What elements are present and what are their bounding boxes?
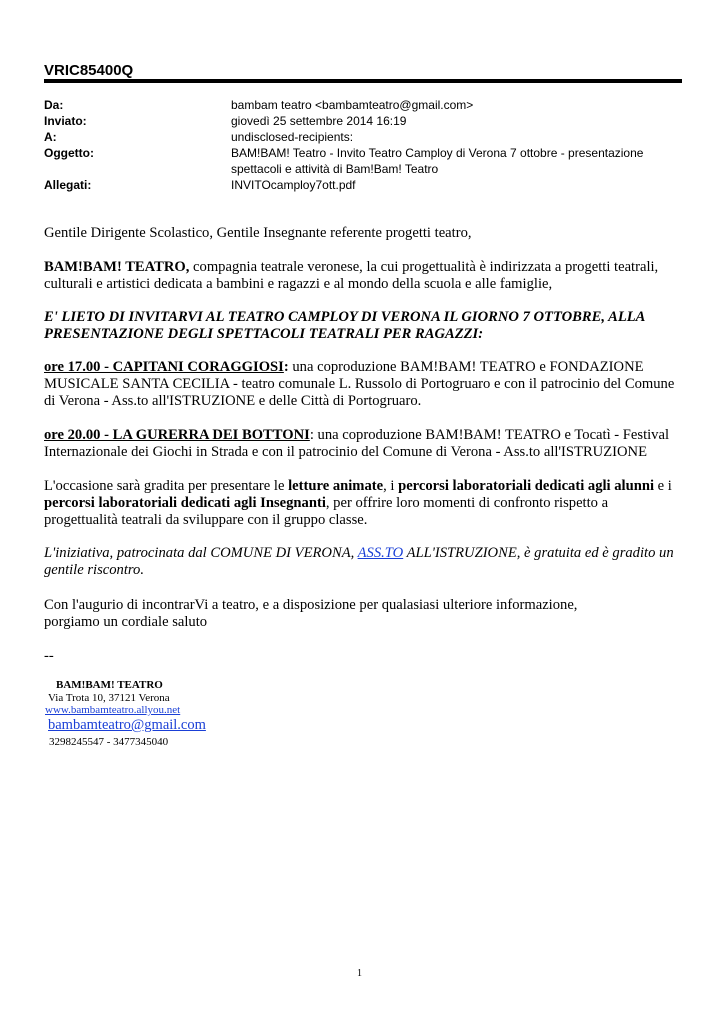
page-number: 1 (357, 968, 362, 979)
sent-value: giovedì 25 settembre 2014 16:19 (231, 114, 407, 128)
closing-line-1: Con l'augurio di incontrarVi a teatro, e a disposizione per qualasiasi ulteriore informazione, (44, 597, 578, 613)
attach-label: Allegati: (44, 178, 92, 192)
occasion-paragraph (44, 478, 684, 529)
occasion-a: L'occasione sarà gradita per presentare le (44, 478, 289, 494)
closing-paragraph (44, 597, 684, 631)
signature-address: Via Trota 10, 37121 Verona (48, 692, 170, 704)
document-id: VRIC85400Q (44, 62, 134, 79)
invite-text: E' LIETO DI INVITARVI AL TEATRO CAMPLOY DI VERONA IL GIORNO 7 OTTOBRE, ALLA PRESENTAZIONE DEGLI SPETTACOLI TEATRALI PER RAGAZZI: (44, 309, 645, 342)
greeting (44, 225, 684, 242)
occasion-d: percorsi laboratoriali dedicati agli alunni (398, 478, 655, 494)
invite-paragraph (44, 309, 684, 343)
occasion-c: , i (383, 478, 399, 494)
occasion-b: letture animate (288, 478, 384, 494)
event1-colon: : (283, 359, 289, 375)
from-value: bambam teatro <bambamteatro@gmail.com> (231, 98, 474, 112)
signature-name: BAM!BAM! TEATRO (56, 679, 163, 691)
signature-dash (44, 648, 684, 665)
occasion-f: percorsi laboratoriali dedicati agli Insegnanti (44, 495, 326, 511)
initiative-b: ALL'ISTRUZIONE, è gratuita ed è gradito un gentile riscontro. (44, 545, 674, 578)
signature-phones: 3298245547 - 3477345040 (49, 736, 169, 748)
initiative-paragraph (44, 545, 684, 579)
initiative-a: L'iniziativa, patrocinata dal COMUNE DI VERONA, (44, 545, 358, 561)
occasion-e: e i (654, 478, 672, 494)
event2-title: ore 20.00 - LA GURERRA DEI BOTTONI (44, 427, 310, 443)
assto-link[interactable]: ASS.TO (357, 545, 404, 561)
event1-paragraph (44, 359, 684, 410)
greeting-text: Gentile Dirigente Scolastico, Gentile Insegnante referente progetti teatro, (44, 225, 472, 241)
event1-text: una coproduzione BAM!BAM! TEATRO e FONDAZIONE MUSICALE SANTA CECILIA - teatro comunale L. Russolo di Portogruaro e con il patrocinio del Comune di Verona - Ass.to all'ISTRUZIONE e delle Città di Portogruaro. (44, 359, 675, 409)
to-label: A: (44, 130, 57, 144)
header-rule (44, 79, 682, 83)
intro-paragraph (44, 259, 684, 293)
event1-title: ore 17.00 - CAPITANI CORAGGIOSI (44, 359, 284, 375)
subject-label: Oggetto: (44, 146, 94, 160)
from-label: Da: (44, 98, 64, 112)
event2-paragraph (44, 427, 684, 461)
intro-text: compagnia teatrale veronese, la cui progettualità è indirizzata a progetti teatrali, culturali e artistici dedicata a bambini e ragazzi e al mondo della scuola e alle famiglie, (44, 259, 659, 292)
subject-value: BAM!BAM! Teatro - Invito Teatro Camploy di Verona 7 ottobre - presentazione spettacoli e attività di Bam!Bam! Teatro (231, 146, 644, 176)
attach-value[interactable]: INVITOcamploy7ott.pdf (231, 178, 356, 192)
closing-line-2: porgiamo un cordiale saluto (44, 614, 208, 630)
event2-text: : una coproduzione BAM!BAM! TEATRO e Tocatì - Festival Internazionale dei Giochi in Strada e con il patrocinio del Comune di Verona - Ass.to all'ISTRUZIONE (44, 427, 670, 460)
dash-text: -- (44, 648, 54, 664)
intro-bold: BAM!BAM! TEATRO, (44, 259, 190, 275)
sent-label: Inviato: (44, 114, 87, 128)
signature-website-link[interactable]: www.bambamteatro.allyou.net (45, 704, 181, 716)
to-value: undisclosed-recipients: (231, 130, 354, 144)
occasion-g: , per offrire loro momenti di confronto rispetto a progettualità teatrali da sviluppare con il gruppo classe. (44, 495, 609, 528)
signature-email-link[interactable]: bambamteatro@gmail.com (48, 717, 206, 733)
